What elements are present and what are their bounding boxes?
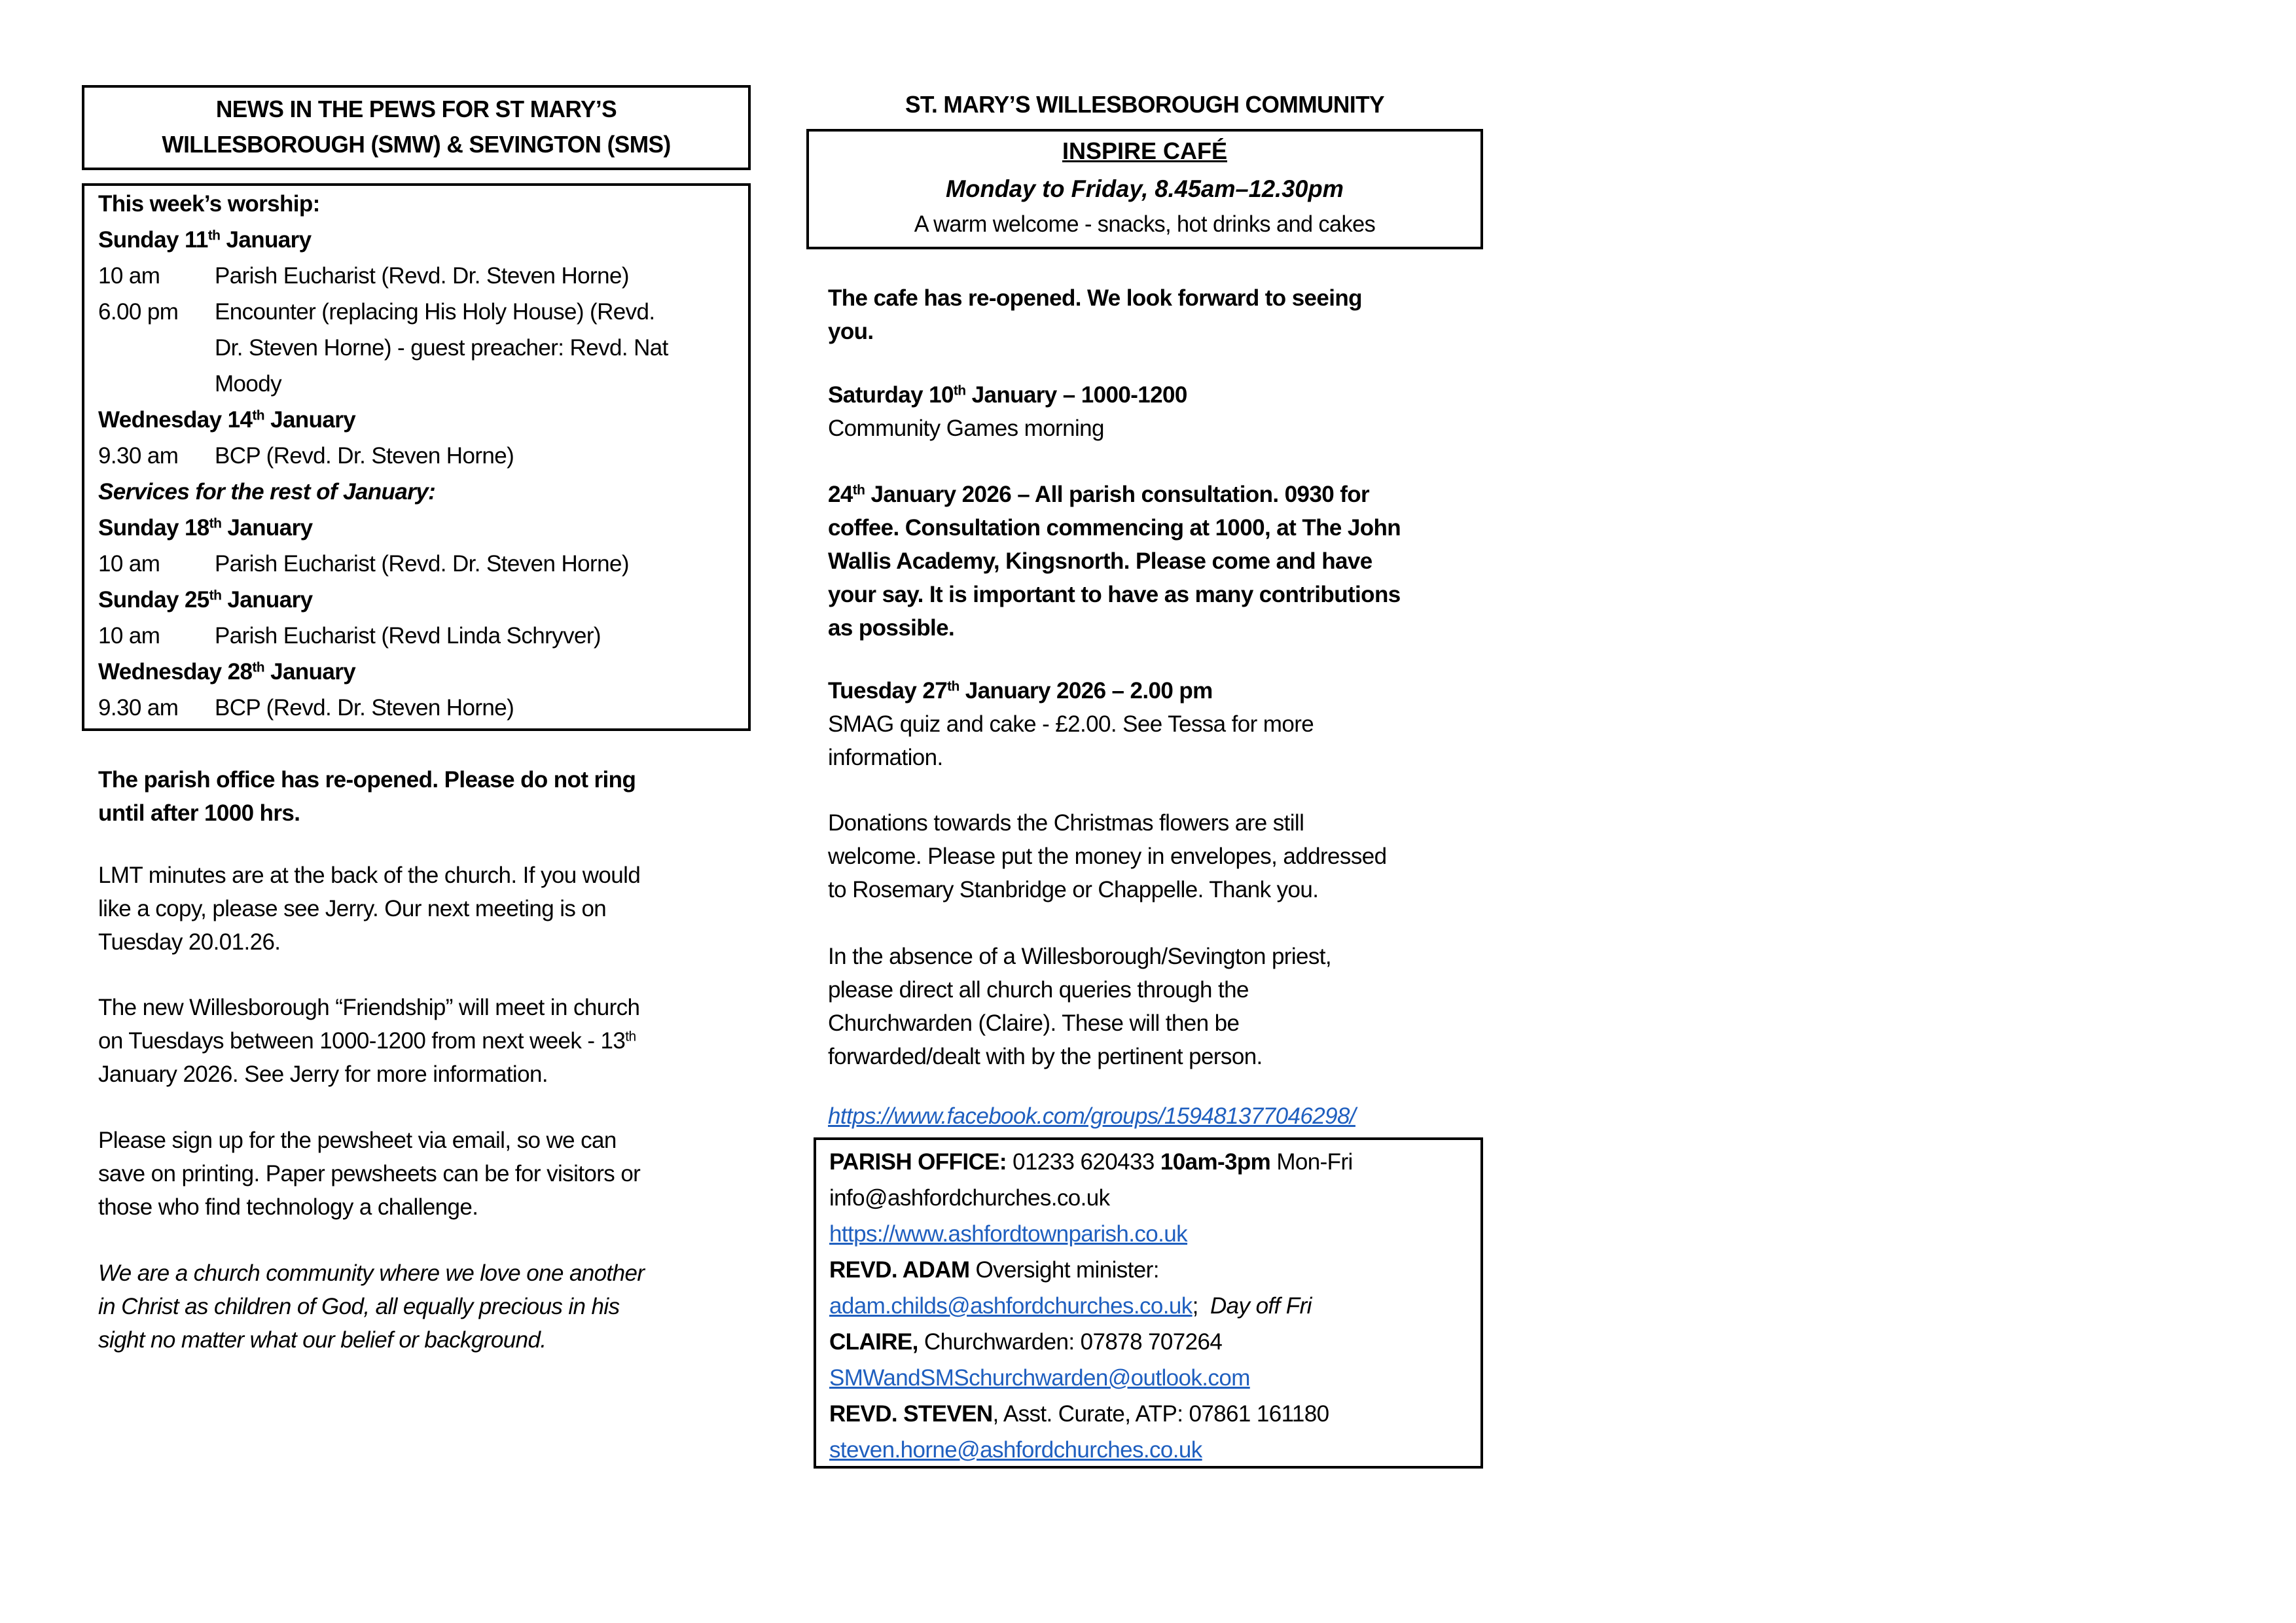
cafe-name-text: INSPIRE CAFÉ: [1062, 137, 1228, 164]
ethos-line: We are a church community where we love one another: [98, 1260, 645, 1286]
donations-line: Donations towards the Christmas flowers are still: [828, 810, 1304, 836]
pewsheet-line: those who find technology a challenge.: [98, 1194, 478, 1220]
separator: ;: [1192, 1293, 1210, 1319]
service-time: 10 am: [98, 551, 160, 577]
cafe-notice-line: you.: [828, 319, 874, 344]
office-hours: 10am-3pm: [1160, 1149, 1271, 1175]
service-desc: Parish Eucharist (Revd. Dr. Steven Horne): [215, 551, 629, 577]
cafe-notice-line: The cafe has re-opened. We look forward to seeing: [828, 285, 1362, 311]
adam-line: [829, 1257, 1159, 1283]
absence-line: In the absence of a Willesborough/Sevington priest,: [828, 944, 1332, 969]
service-desc-cont: Moody: [215, 371, 282, 397]
service-desc: BCP (Revd. Dr. Steven Horne): [215, 443, 514, 469]
cafe-tagline: A warm welcome - snacks, hot drinks and cakes: [914, 211, 1376, 237]
steven-line: [829, 1401, 1329, 1427]
consultation-line: your say. It is important to have as many contributions: [828, 582, 1401, 607]
absence-line: forwarded/dealt with by the pertinent person.: [828, 1044, 1263, 1069]
adam-role: Oversight minister:: [969, 1257, 1159, 1283]
consultation-line: coffee. Consultation commencing at 1000, at The John: [828, 515, 1401, 541]
quiz-desc: information.: [828, 745, 943, 770]
quiz-heading: Tuesday 27th January 2026 – 2.00 pm: [828, 678, 1213, 704]
contacts-box: [814, 1137, 1483, 1469]
consultation-line: 24th January 2026 – All parish consultation. 0930 for: [828, 482, 1370, 507]
office-phone: 01233 620433: [1006, 1149, 1160, 1175]
claire-line: [829, 1329, 1222, 1355]
day-heading: Sunday 25th January: [98, 587, 313, 613]
office-label: PARISH OFFICE:: [829, 1149, 1007, 1175]
friendship-line: on Tuesdays between 1000-1200 from next week - 13th: [98, 1028, 636, 1054]
day-heading: Wednesday 28th January: [98, 659, 356, 685]
facebook-group-link[interactable]: https://www.facebook.com/groups/159481377046298/: [828, 1103, 1355, 1129]
friendship-line: The new Willesborough “Friendship” will meet in church: [98, 995, 640, 1020]
cafe-name: [809, 135, 1480, 167]
service-time: 10 am: [98, 623, 160, 649]
service-time: 10 am: [98, 263, 160, 289]
donations-line: welcome. Please put the money in envelopes, addressed: [828, 844, 1387, 869]
cafe-box: [806, 129, 1483, 249]
churchwarden-email-link[interactable]: SMWandSMSchurchwarden@outlook.com: [829, 1365, 1250, 1391]
cafe-hours: Monday to Friday, 8.45am–12.30pm: [946, 175, 1344, 202]
claire-label: CLAIRE,: [829, 1329, 918, 1355]
absence-line: please direct all church queries through the: [828, 977, 1249, 1003]
friendship-line: January 2026. See Jerry for more information.: [98, 1061, 548, 1087]
service-desc: Parish Eucharist (Revd. Dr. Steven Horne): [215, 263, 629, 289]
pewsheet-line: Please sign up for the pewsheet via email, so we can: [98, 1128, 617, 1153]
adam-label: REVD. ADAM: [829, 1257, 970, 1283]
lmt-line: Tuesday 20.01.26.: [98, 929, 281, 955]
lmt-line: like a copy, please see Jerry. Our next meeting is on: [98, 896, 607, 921]
games-heading: Saturday 10th January – 1000-1200: [828, 382, 1187, 408]
community-title: ST. MARY’S WILLESBOROUGH COMMUNITY: [905, 91, 1385, 118]
title-box: [82, 85, 751, 170]
steven-email-link[interactable]: steven.horne@ashfordchurches.co.uk: [829, 1437, 1202, 1463]
lmt-line: LMT minutes are at the back of the church. If you would: [98, 863, 641, 888]
adam-email-link[interactable]: adam.childs@ashfordchurches.co.uk: [829, 1293, 1193, 1319]
pewsheet-line: save on printing. Paper pewsheets can be for visitors or: [98, 1161, 641, 1186]
day-heading: Sunday 11th January: [98, 227, 312, 253]
games-desc: Community Games morning: [828, 416, 1104, 441]
website-link[interactable]: https://www.ashfordtownparish.co.uk: [829, 1221, 1188, 1247]
service-desc: Parish Eucharist (Revd Linda Schryver): [215, 623, 601, 649]
office-days: Mon-Fri: [1270, 1149, 1353, 1175]
adam-day-off: Day off Fri: [1210, 1293, 1312, 1319]
service-time: 9.30 am: [98, 695, 179, 721]
worship-heading: This week’s worship:: [98, 191, 320, 217]
claire-role: Churchwarden: 07878 707264: [918, 1329, 1223, 1355]
ethos-line: sight no matter what our belief or background.: [98, 1327, 547, 1353]
office-notice-line: The parish office has re-opened. Please do not ring: [98, 767, 636, 793]
ethos-line: in Christ as children of God, all equally precious in his: [98, 1294, 620, 1319]
donations-line: to Rosemary Stanbridge or Chappelle. Thank you.: [828, 877, 1319, 902]
service-time: 6.00 pm: [98, 299, 179, 325]
service-desc: Encounter (replacing His Holy House) (Revd.: [215, 299, 655, 325]
steven-role: , Asst. Curate, ATP: 07861 161180: [992, 1401, 1329, 1427]
day-heading: Wednesday 14th January: [98, 407, 356, 433]
page-title-line-2: WILLESBOROUGH (SMW) & SEVINGTON (SMS): [162, 131, 671, 158]
service-desc-cont: Dr. Steven Horne) - guest preacher: Revd. Nat: [215, 335, 668, 361]
quiz-desc: SMAG quiz and cake - £2.00. See Tessa for more: [828, 711, 1314, 737]
rest-of-month-heading: Services for the rest of January:: [98, 479, 436, 505]
steven-label: REVD. STEVEN: [829, 1401, 993, 1427]
consultation-line: Wallis Academy, Kingsnorth. Please come and have: [828, 548, 1372, 574]
day-heading: Sunday 18th January: [98, 515, 313, 541]
office-email: info@ashfordchurches.co.uk: [829, 1185, 1110, 1211]
office-notice-line: until after 1000 hrs.: [98, 800, 300, 826]
service-time: 9.30 am: [98, 443, 179, 469]
absence-line: Churchwarden (Claire). These will then be: [828, 1010, 1240, 1036]
page-title-line-1: NEWS IN THE PEWS FOR ST MARY’S: [215, 96, 617, 122]
parish-office-line: [829, 1149, 1353, 1175]
service-desc: BCP (Revd. Dr. Steven Horne): [215, 695, 514, 721]
consultation-line: as possible.: [828, 615, 955, 641]
adam-email-line: [829, 1293, 1312, 1319]
